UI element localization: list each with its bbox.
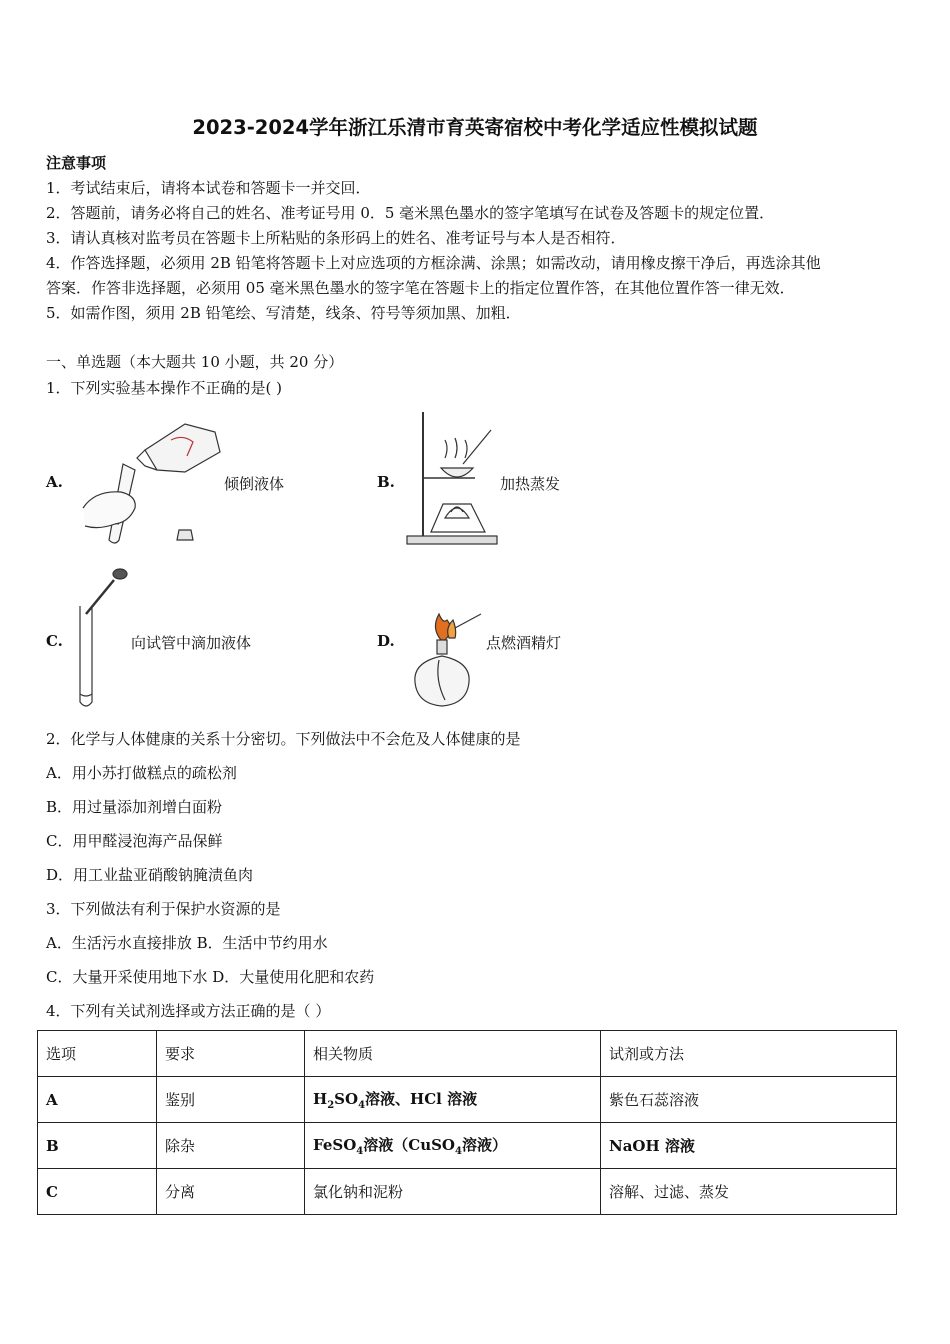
q4-table	[37, 1030, 897, 1215]
q3-options-row-1[interactable]: A．生活污水直接排放 B．生活中节约用水	[46, 934, 328, 952]
table-cell-method: 溶解、过滤、蒸发	[601, 1169, 897, 1215]
notice-item: 2．答题前，请务必将自己的姓名、准考证号用 0．5 毫米黑色墨水的签字笔填写在试卷及答题卡的规定位置．	[46, 204, 775, 222]
table-header-cell: 选项	[38, 1031, 157, 1077]
notice-item: 4．作答选择题，必须用 2B 铅笔将答题卡上对应选项的方框涂满、涂黑；如需改动，请用橡皮擦干净后，再选涂其他	[46, 254, 821, 272]
table-cell-option: B	[38, 1123, 157, 1169]
notice-item: 5．如需作图，须用 2B 铅笔绘、写清楚，线条、符号等须加黑、加粗．	[46, 304, 521, 322]
q2-option[interactable]: A．用小苏打做糕点的疏松剂	[46, 764, 237, 782]
q1-option-a-caption: 倾倒液体	[224, 475, 285, 493]
question-2-stem: 2．化学与人体健康的关系十分密切。下列做法中不会危及人体健康的是	[46, 730, 521, 748]
section-heading: 一、单选题（本大题共 10 小题，共 20 分）	[46, 353, 344, 371]
table-cell-substance: 氯化钠和泥粉	[305, 1169, 601, 1215]
question-1-stem: 1．下列实验基本操作不正确的是( )	[46, 379, 283, 397]
q1-option-c-label[interactable]: C.	[46, 632, 63, 650]
table-header-cell: 相关物质	[305, 1031, 601, 1077]
notice-heading: 注意事项	[46, 154, 107, 172]
q2-option[interactable]: C．用甲醛浸泡海产品保鲜	[46, 832, 223, 850]
table-cell-substance: FeSO$_4$溶液（CuSO$_4$溶液）	[305, 1123, 601, 1169]
table-header-cell: 要求	[157, 1031, 305, 1077]
notice-item: 答案．作答非选择题，必须用 05 毫米黑色墨水的签字笔在答题卡上的指定位置作答，在其他位置作答一律无效．	[46, 279, 795, 297]
table-cell-option: C	[38, 1169, 157, 1215]
table-row	[38, 1169, 897, 1215]
pour-liquid-figure	[75, 412, 225, 547]
table-cell-requirement: 除杂	[157, 1123, 305, 1169]
q1-option-d-caption: 点燃酒精灯	[486, 634, 562, 652]
table-header-row	[38, 1031, 897, 1077]
q1-option-d-label[interactable]: D.	[377, 632, 395, 650]
q2-option[interactable]: B．用过量添加剂增白面粉	[46, 798, 223, 816]
alcohol-lamp-figure	[405, 610, 485, 710]
table-cell-option: A	[38, 1077, 157, 1123]
table-cell-substance: $H_2SO_4$溶液、HCl 溶液	[305, 1077, 601, 1123]
notice-item: 3．请认真核对监考员在答题卡上所粘贴的条形码上的姓名、准考证号与本人是否相符．	[46, 229, 626, 247]
evaporation-figure	[405, 408, 500, 548]
page-title: 2023-2024学年浙江乐清市育英寄宿校中考化学适应性模拟试题	[192, 116, 758, 139]
dropper-figure	[72, 566, 134, 711]
table-cell-requirement: 鉴别	[157, 1077, 305, 1123]
table-header-cell: 试剂或方法	[601, 1031, 897, 1077]
q1-option-b-caption: 加热蒸发	[500, 475, 561, 493]
q1-option-a-label[interactable]: A.	[46, 473, 63, 491]
q1-option-c-caption: 向试管中滴加液体	[131, 634, 252, 652]
q3-options-row-2[interactable]: C．大量开采使用地下水 D．大量使用化肥和农药	[46, 968, 375, 986]
table-row	[38, 1123, 897, 1169]
q2-option[interactable]: D．用工业盐亚硝酸钠腌渍鱼肉	[46, 866, 254, 884]
table-row	[38, 1077, 897, 1123]
notice-item: 1．考试结束后，请将本试卷和答题卡一并交回．	[46, 179, 371, 197]
table-cell-method: NaOH 溶液	[601, 1123, 897, 1169]
table-cell-requirement: 分离	[157, 1169, 305, 1215]
table-cell-method: 紫色石蕊溶液	[601, 1077, 897, 1123]
question-3-stem: 3．下列做法有利于保护水资源的是	[46, 900, 281, 918]
q1-option-b-label[interactable]: B.	[377, 473, 395, 491]
question-4-stem: 4．下列有关试剂选择或方法正确的是（ ）	[46, 1002, 331, 1020]
